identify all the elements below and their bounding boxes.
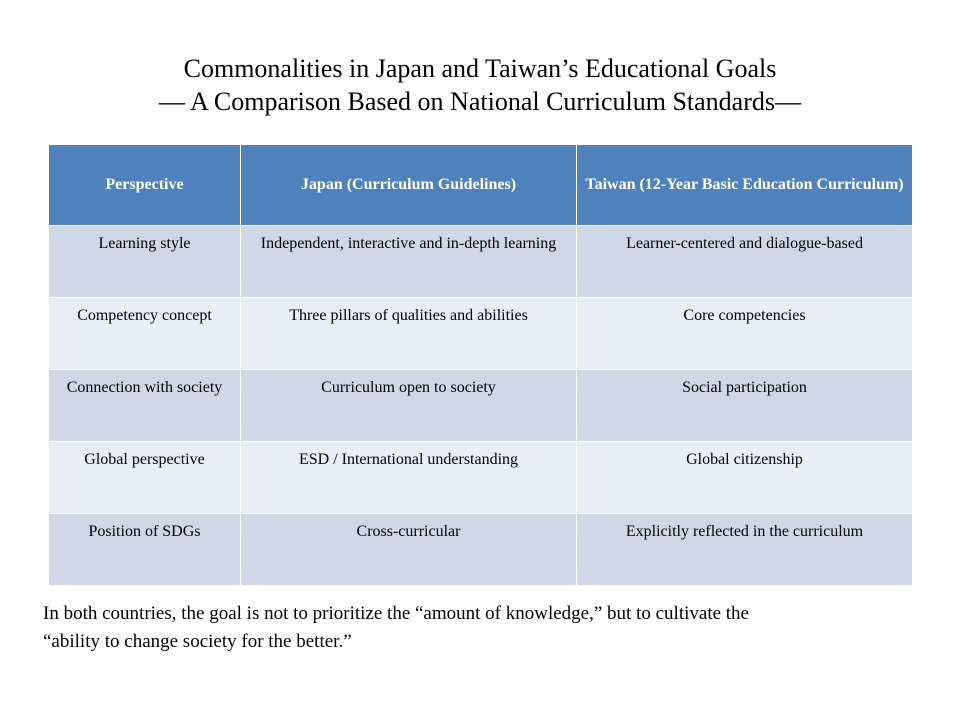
cell-perspective: Connection with society <box>49 370 241 442</box>
cell-japan: ESD / International understanding <box>241 442 577 514</box>
cell-taiwan: Explicitly reflected in the curriculum <box>577 514 913 586</box>
table-row <box>49 442 913 514</box>
table-row <box>49 298 913 370</box>
cell-perspective: Competency concept <box>49 298 241 370</box>
conclusion-text <box>43 600 943 656</box>
header-taiwan: Taiwan (12-Year Basic Education Curriculum) <box>577 145 913 226</box>
title-line-2: ― A Comparison Based on National Curriculum Standards― <box>159 87 801 116</box>
cell-perspective: Learning style <box>49 226 241 298</box>
table-row <box>49 226 913 298</box>
table-header-row <box>49 145 913 226</box>
header-perspective: Perspective <box>49 145 241 226</box>
comparison-table <box>48 144 913 586</box>
cell-perspective: Position of SDGs <box>49 514 241 586</box>
table-row <box>49 370 913 442</box>
cell-japan: Curriculum open to society <box>241 370 577 442</box>
conclusion-line-1: In both countries, the goal is not to prioritize the “amount of knowledge,” but to cultivate the <box>43 603 749 624</box>
cell-japan: Three pillars of qualities and abilities <box>241 298 577 370</box>
cell-perspective: Global perspective <box>49 442 241 514</box>
table-row <box>49 514 913 586</box>
cell-taiwan: Learner-centered and dialogue-based <box>577 226 913 298</box>
conclusion-line-2: “ability to change society for the better.” <box>43 631 352 652</box>
cell-taiwan: Global citizenship <box>577 442 913 514</box>
cell-taiwan: Social participation <box>577 370 913 442</box>
cell-japan: Cross-curricular <box>241 514 577 586</box>
slide-title <box>0 52 960 118</box>
cell-japan: Independent, interactive and in-depth learning <box>241 226 577 298</box>
title-line-1: Commonalities in Japan and Taiwan’s Educational Goals <box>183 54 777 83</box>
cell-taiwan: Core competencies <box>577 298 913 370</box>
header-japan: Japan (Curriculum Guidelines) <box>241 145 577 226</box>
